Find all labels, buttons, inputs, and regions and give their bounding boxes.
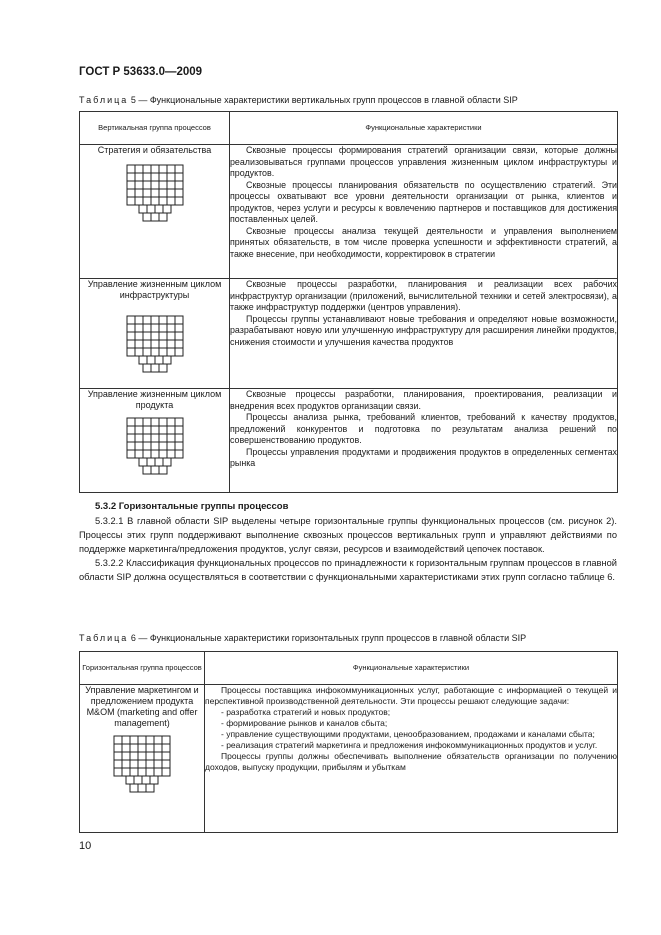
paragraph: Сквозные процессы анализа текущей деятельности и управления выполнением принятых обязательств, в том числе проверка успешности и эффективности стратегий, а также внесение, при необходимости, корректировок в стратегии [230,225,617,259]
paragraph: Сквозные процессы разработки, планирования, проектирования, реализации и внедрения всех продуктов организации связи. [230,389,617,411]
table5-col1-header: Вертикальная группа процессов [80,112,230,145]
document-header: ГОСТ Р 53633.0—2009 [79,66,203,78]
group-cell [80,685,205,833]
table5-col2-header: Функциональные характеристики [230,112,618,145]
characteristics-cell [230,145,618,279]
table5 [79,111,618,493]
characteristics-cell [230,279,618,389]
table-row [80,389,618,493]
characteristics-cell [230,389,618,493]
table-row [80,279,618,389]
list-item: - разработка стратегий и новых продуктов; [221,707,391,717]
paragraph: Процессы анализа рынка, требований клиентов, требований к качеству продуктов, предложений конкурентов и подготовка по результатам анализа решений по совершенствованию продуктов. [230,412,617,445]
process-grid-icon [123,164,187,226]
paragraph: Сквозные процессы разработки, планирования и реализации всех рабочих инфраструктур организации (приложений, вычислительной техники и сетей электросвязи), а также инфраструктур поддержки (центров управления). [230,279,617,312]
process-grid-icon [123,417,187,479]
paragraph: Процессы группы должны обеспечивать выполнение обязательств организации по получению доходов, выпуску продукции, прибылям и убыткам [205,751,617,772]
table5-caption-prefix: Таблица [79,95,129,105]
table5-header-row [80,112,618,145]
page-number: 10 [79,840,92,852]
section-5-3-2 [79,500,617,584]
paragraph: 5.3.2.2 Классификация функциональных процессов по принадлежности к горизонтальным группам процессов в главной области SIP должна осуществляться в соответствии с функциональными характеристиками этих групп согласно таблице 6. [79,558,617,582]
table6 [79,651,618,833]
paragraph: Процессы управления продуктами и продвижения продуктов в определенных сегментах рынка [230,446,617,468]
process-grid-icon [110,735,174,797]
table6-col1-header: Горизонтальная группа процессов [80,652,205,685]
table5-caption [79,95,518,105]
group-name: Управление маркетингом и предложением продукта M&OM (marketing and offer management) [85,685,199,728]
list-item: - формирование рынков и каналов сбыта; [221,718,388,728]
group-name: Управление жизненным циклом инфраструктуры [87,279,222,300]
paragraph: Процессы группы устанавливают новые требования и определяют новые возможности, разрабатывают новую или улучшенную инфраструктуру для расширения линейки продуктов, снижения стоимости и улучшения качества продуктов [230,313,617,347]
paragraph: Сквозные процессы формирования стратегий организации связи, которые должны реализовываться группами процессов управления жизненным циклом инфраструктуры и продуктов. [230,145,617,178]
group-cell [80,145,230,279]
table-row [80,685,618,833]
group-cell [80,389,230,493]
group-name: Стратегия и обязательства [97,145,212,155]
process-grid-icon [123,315,187,377]
paragraph: Сквозные процессы планирования обязательств по осуществлению стратегий. Эти процессы охватывают все уровни деятельности организации от рынка, клиентов и продуктов, через услуги и ресурсы к вовлечению партнеров и поставщиков для достижения поставленных целей. [230,179,617,224]
list-item: - реализация стратегий маркетинга и предложения инфокоммуникационных продуктов и услуг. [221,740,598,750]
characteristics-cell [205,685,618,833]
group-cell [80,279,230,389]
table6-caption-text: 6 — Функциональные характеристики горизонтальных групп процессов в главной области SIP [130,633,527,643]
section-heading: 5.3.2 Горизонтальные группы процессов [95,501,289,512]
table6-caption-prefix: Таблица [79,633,129,643]
paragraph: 5.3.2.1 В главной области SIP выделены четыре горизонтальные группы функциональных процессов (см. рисунок 2). Процессы этих групп поддерживают выполнение сквозных процессов вертикальных групп и управляют действиями по поддержке маркетинга/предложения продуктов, услуг связи, ресурсов и взаимодействий цепочек поставок. [79,516,617,554]
table5-caption-text: 5 — Функциональные характеристики вертикальных групп процессов в главной области SIP [130,95,518,105]
table-row [80,145,618,279]
list-item: - управление существующими продуктами, ценообразованием, продажами и каналами сбыта; [221,729,595,739]
paragraph: Процессы поставщика инфокоммуникационных услуг, работающие с информацией о текущей и перспективной производственной деятельности. Эти процессы решают следующие задачи: [205,685,617,706]
table6-header-row [80,652,618,685]
group-name: Управление жизненным циклом продукта [87,389,222,410]
table6-caption [79,633,526,643]
table6-col2-header: Функциональные характеристики [205,652,618,685]
